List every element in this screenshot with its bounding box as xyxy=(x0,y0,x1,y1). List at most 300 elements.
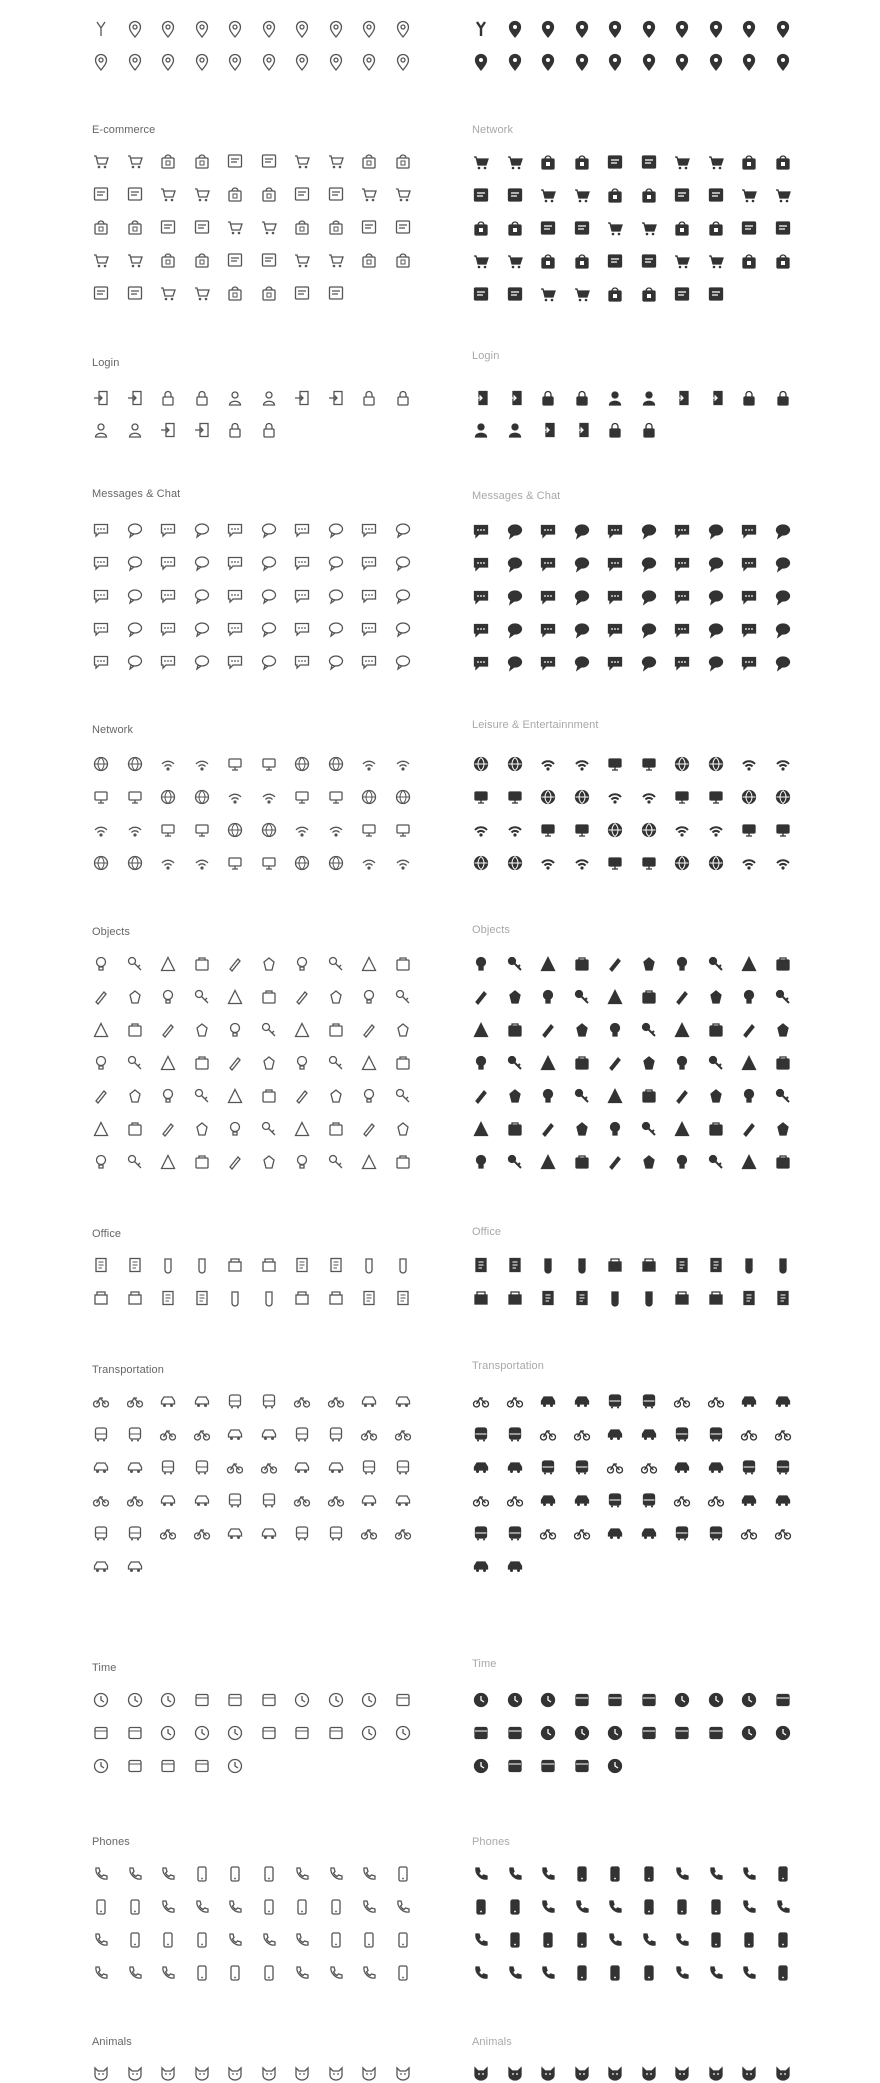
section-title: Office xyxy=(472,1226,502,1238)
login-icon xyxy=(159,421,177,439)
vehicle-icon xyxy=(327,1491,345,1509)
shopping-icon xyxy=(573,186,591,204)
clock-icon xyxy=(673,1691,691,1709)
shopping-icon xyxy=(126,251,144,269)
map-pin-icon xyxy=(472,20,490,38)
network-icon xyxy=(573,854,591,872)
clock-icon xyxy=(159,1691,177,1709)
login-icon xyxy=(640,389,658,407)
chat-bubble-icon xyxy=(606,522,624,540)
object-icon xyxy=(573,988,591,1006)
phone-icon xyxy=(606,1964,624,1982)
chat-bubble-icon xyxy=(92,554,110,572)
shopping-icon xyxy=(260,185,278,203)
object-icon xyxy=(606,1087,624,1105)
network-icon xyxy=(293,854,311,872)
shopping-icon xyxy=(159,284,177,302)
phone-icon xyxy=(159,1931,177,1949)
network-icon xyxy=(126,755,144,773)
vehicle-icon xyxy=(707,1425,725,1443)
shopping-icon xyxy=(673,153,691,171)
chat-bubble-icon xyxy=(539,522,557,540)
object-icon xyxy=(539,955,557,973)
vehicle-icon xyxy=(472,1491,490,1509)
shopping-icon xyxy=(92,284,110,302)
vehicle-icon xyxy=(606,1491,624,1509)
vehicle-icon xyxy=(126,1392,144,1410)
chat-bubble-icon xyxy=(327,554,345,572)
object-icon xyxy=(774,955,792,973)
phone-icon xyxy=(707,1931,725,1949)
shopping-icon xyxy=(360,152,378,170)
network-icon xyxy=(539,788,557,806)
clock-icon xyxy=(226,1757,244,1775)
clock-icon xyxy=(606,1691,624,1709)
phone-icon xyxy=(707,1898,725,1916)
vehicle-icon xyxy=(126,1491,144,1509)
object-icon xyxy=(260,1120,278,1138)
chat-bubble-icon xyxy=(707,621,725,639)
object-icon xyxy=(226,1153,244,1171)
phone-icon xyxy=(126,1865,144,1883)
network-icon xyxy=(774,821,792,839)
office-icon xyxy=(506,1256,524,1274)
office-icon xyxy=(193,1256,211,1274)
object-icon xyxy=(606,988,624,1006)
object-icon xyxy=(394,955,412,973)
network-icon xyxy=(92,821,110,839)
chat-bubble-icon xyxy=(394,653,412,671)
shopping-icon xyxy=(226,284,244,302)
object-icon xyxy=(193,1087,211,1105)
object-icon xyxy=(360,1021,378,1039)
map-pin-icon xyxy=(126,53,144,71)
login-icon xyxy=(573,389,591,407)
chat-bubble-icon xyxy=(673,522,691,540)
map-pin-icon xyxy=(293,20,311,38)
object-icon xyxy=(539,1120,557,1138)
phone-icon xyxy=(606,1865,624,1883)
phone-icon xyxy=(126,1931,144,1949)
map-pin-icon xyxy=(740,53,758,71)
chat-bubble-icon xyxy=(159,653,177,671)
chat-bubble-icon xyxy=(606,588,624,606)
network-icon xyxy=(293,755,311,773)
vehicle-icon xyxy=(193,1491,211,1509)
map-pin-icon xyxy=(573,20,591,38)
object-icon xyxy=(394,1120,412,1138)
clock-icon xyxy=(293,1691,311,1709)
office-icon xyxy=(226,1289,244,1307)
shopping-icon xyxy=(360,251,378,269)
chat-bubble-icon xyxy=(539,654,557,672)
animal-icon xyxy=(126,2064,144,2082)
shopping-icon xyxy=(193,218,211,236)
shopping-icon xyxy=(774,153,792,171)
object-icon xyxy=(327,1087,345,1105)
network-icon xyxy=(539,755,557,773)
shopping-icon xyxy=(260,284,278,302)
map-pin-icon xyxy=(159,53,177,71)
section-title: Phones xyxy=(472,1836,510,1848)
network-icon xyxy=(673,854,691,872)
object-icon xyxy=(327,955,345,973)
chat-bubble-icon xyxy=(293,587,311,605)
vehicle-icon xyxy=(539,1524,557,1542)
phone-icon xyxy=(193,1931,211,1949)
vehicle-icon xyxy=(740,1524,758,1542)
object-icon xyxy=(360,1120,378,1138)
object-icon xyxy=(193,1153,211,1171)
vehicle-icon xyxy=(126,1458,144,1476)
chat-bubble-icon xyxy=(360,554,378,572)
vehicle-icon xyxy=(774,1491,792,1509)
vehicle-icon xyxy=(226,1491,244,1509)
object-icon xyxy=(539,1054,557,1072)
shopping-icon xyxy=(573,252,591,270)
animal-icon xyxy=(740,2064,758,2082)
chat-bubble-icon xyxy=(740,654,758,672)
object-icon xyxy=(226,988,244,1006)
chat-bubble-icon xyxy=(126,653,144,671)
section-title: E-commerce xyxy=(92,124,156,136)
network-icon xyxy=(293,788,311,806)
vehicle-icon xyxy=(740,1491,758,1509)
object-icon xyxy=(226,1120,244,1138)
network-icon xyxy=(260,788,278,806)
vehicle-icon xyxy=(92,1524,110,1542)
shopping-icon xyxy=(539,153,557,171)
shopping-icon xyxy=(193,152,211,170)
vehicle-icon xyxy=(293,1425,311,1443)
phone-icon xyxy=(673,1964,691,1982)
map-pin-icon xyxy=(539,20,557,38)
shopping-icon xyxy=(159,251,177,269)
login-icon xyxy=(472,389,490,407)
map-pin-icon xyxy=(293,53,311,71)
shopping-icon xyxy=(707,285,725,303)
object-icon xyxy=(539,1153,557,1171)
map-pin-icon xyxy=(506,53,524,71)
login-icon xyxy=(92,389,110,407)
shopping-icon xyxy=(539,219,557,237)
clock-icon xyxy=(606,1757,624,1775)
vehicle-icon xyxy=(673,1392,691,1410)
object-icon xyxy=(573,1153,591,1171)
phone-icon xyxy=(506,1931,524,1949)
chat-bubble-icon xyxy=(193,653,211,671)
phone-icon xyxy=(640,1931,658,1949)
network-icon xyxy=(226,788,244,806)
shopping-icon xyxy=(159,218,177,236)
object-icon xyxy=(92,1054,110,1072)
shopping-icon xyxy=(774,186,792,204)
shopping-icon xyxy=(293,284,311,302)
object-icon xyxy=(394,1087,412,1105)
chat-bubble-icon xyxy=(126,587,144,605)
map-pin-icon xyxy=(193,53,211,71)
chat-bubble-icon xyxy=(92,620,110,638)
object-icon xyxy=(707,988,725,1006)
object-icon xyxy=(327,988,345,1006)
login-icon xyxy=(472,421,490,439)
vehicle-icon xyxy=(327,1425,345,1443)
clock-icon xyxy=(673,1724,691,1742)
chat-bubble-icon xyxy=(573,522,591,540)
office-icon xyxy=(159,1289,177,1307)
shopping-icon xyxy=(472,252,490,270)
network-icon xyxy=(673,755,691,773)
object-icon xyxy=(92,1120,110,1138)
object-icon xyxy=(472,988,490,1006)
shopping-icon xyxy=(394,218,412,236)
vehicle-icon xyxy=(260,1491,278,1509)
login-icon xyxy=(640,421,658,439)
office-icon xyxy=(92,1289,110,1307)
section-title: Objects xyxy=(472,924,510,936)
object-icon xyxy=(293,1021,311,1039)
vehicle-icon xyxy=(539,1425,557,1443)
object-icon xyxy=(774,1021,792,1039)
shopping-icon xyxy=(126,284,144,302)
clock-icon xyxy=(640,1724,658,1742)
phone-icon xyxy=(707,1964,725,1982)
phone-icon xyxy=(327,1964,345,1982)
vehicle-icon xyxy=(606,1458,624,1476)
object-icon xyxy=(740,1120,758,1138)
chat-bubble-icon xyxy=(740,588,758,606)
section-title: Leisure & Entertainnment xyxy=(472,719,599,731)
login-icon xyxy=(573,421,591,439)
network-icon xyxy=(506,821,524,839)
chat-bubble-icon xyxy=(506,588,524,606)
network-icon xyxy=(707,788,725,806)
login-icon xyxy=(774,389,792,407)
chat-bubble-icon xyxy=(159,521,177,539)
chat-bubble-icon xyxy=(159,554,177,572)
object-icon xyxy=(126,1120,144,1138)
vehicle-icon xyxy=(260,1392,278,1410)
animal-icon xyxy=(506,2064,524,2082)
chat-bubble-icon xyxy=(707,522,725,540)
network-icon xyxy=(193,854,211,872)
chat-bubble-icon xyxy=(472,588,490,606)
network-icon xyxy=(260,821,278,839)
chat-bubble-icon xyxy=(707,654,725,672)
network-icon xyxy=(640,821,658,839)
vehicle-icon xyxy=(226,1458,244,1476)
chat-bubble-icon xyxy=(92,653,110,671)
object-icon xyxy=(640,988,658,1006)
object-icon xyxy=(126,988,144,1006)
office-icon xyxy=(159,1256,177,1274)
phone-icon xyxy=(774,1898,792,1916)
office-icon xyxy=(226,1256,244,1274)
shopping-icon xyxy=(606,153,624,171)
phone-icon xyxy=(472,1898,490,1916)
clock-icon xyxy=(126,1757,144,1775)
chat-bubble-icon xyxy=(293,620,311,638)
shopping-icon xyxy=(506,219,524,237)
login-icon xyxy=(92,421,110,439)
map-pin-icon xyxy=(707,20,725,38)
animal-icon xyxy=(707,2064,725,2082)
clock-icon xyxy=(360,1724,378,1742)
office-icon xyxy=(193,1289,211,1307)
object-icon xyxy=(159,988,177,1006)
section-title: Objects xyxy=(92,926,130,938)
object-icon xyxy=(640,955,658,973)
phone-icon xyxy=(774,1865,792,1883)
network-icon xyxy=(673,788,691,806)
object-icon xyxy=(360,1087,378,1105)
phone-icon xyxy=(606,1898,624,1916)
chat-bubble-icon xyxy=(506,621,524,639)
network-icon xyxy=(327,821,345,839)
chat-bubble-icon xyxy=(126,620,144,638)
shopping-icon xyxy=(260,152,278,170)
office-icon xyxy=(360,1256,378,1274)
object-icon xyxy=(640,1054,658,1072)
office-icon xyxy=(740,1256,758,1274)
clock-icon xyxy=(472,1691,490,1709)
network-icon xyxy=(327,788,345,806)
vehicle-icon xyxy=(159,1491,177,1509)
chat-bubble-icon xyxy=(472,555,490,573)
object-icon xyxy=(92,1087,110,1105)
shopping-icon xyxy=(539,285,557,303)
vehicle-icon xyxy=(293,1524,311,1542)
chat-bubble-icon xyxy=(226,521,244,539)
animal-icon xyxy=(673,2064,691,2082)
chat-bubble-icon xyxy=(394,587,412,605)
shopping-icon xyxy=(506,285,524,303)
object-icon xyxy=(506,1054,524,1072)
office-icon xyxy=(673,1289,691,1307)
shopping-icon xyxy=(774,219,792,237)
chat-bubble-icon xyxy=(193,521,211,539)
clock-icon xyxy=(774,1691,792,1709)
vehicle-icon xyxy=(506,1491,524,1509)
map-pin-icon xyxy=(573,53,591,71)
object-icon xyxy=(740,955,758,973)
object-icon xyxy=(293,1153,311,1171)
chat-bubble-icon xyxy=(327,521,345,539)
office-icon xyxy=(260,1256,278,1274)
chat-bubble-icon xyxy=(360,653,378,671)
shopping-icon xyxy=(394,152,412,170)
phone-icon xyxy=(539,1964,557,1982)
section-title: Time xyxy=(472,1658,497,1670)
network-icon xyxy=(360,755,378,773)
chat-bubble-icon xyxy=(159,587,177,605)
object-icon xyxy=(159,955,177,973)
vehicle-icon xyxy=(506,1392,524,1410)
network-icon xyxy=(740,854,758,872)
map-pin-icon xyxy=(394,20,412,38)
clock-icon xyxy=(394,1691,412,1709)
chat-bubble-icon xyxy=(472,621,490,639)
network-icon xyxy=(193,755,211,773)
vehicle-icon xyxy=(226,1524,244,1542)
animal-icon xyxy=(193,2064,211,2082)
map-pin-icon xyxy=(506,20,524,38)
login-icon xyxy=(126,421,144,439)
shopping-icon xyxy=(327,185,345,203)
chat-bubble-icon xyxy=(573,654,591,672)
login-icon xyxy=(126,389,144,407)
object-icon xyxy=(193,1021,211,1039)
shopping-icon xyxy=(193,284,211,302)
object-icon xyxy=(293,988,311,1006)
phone-icon xyxy=(394,1865,412,1883)
network-icon xyxy=(327,854,345,872)
login-icon xyxy=(539,389,557,407)
chat-bubble-icon xyxy=(327,587,345,605)
office-icon xyxy=(774,1256,792,1274)
clock-icon xyxy=(126,1691,144,1709)
phone-icon xyxy=(92,1865,110,1883)
phone-icon xyxy=(159,1898,177,1916)
chat-bubble-icon xyxy=(360,521,378,539)
chat-bubble-icon xyxy=(539,555,557,573)
clock-icon xyxy=(159,1757,177,1775)
clock-icon xyxy=(260,1691,278,1709)
object-icon xyxy=(327,1054,345,1072)
shopping-icon xyxy=(606,285,624,303)
object-icon xyxy=(774,1153,792,1171)
phone-icon xyxy=(226,1964,244,1982)
vehicle-icon xyxy=(159,1392,177,1410)
network-icon xyxy=(92,854,110,872)
object-icon xyxy=(327,1120,345,1138)
network-icon xyxy=(226,755,244,773)
chat-bubble-icon xyxy=(226,653,244,671)
phone-icon xyxy=(293,1931,311,1949)
clock-icon xyxy=(539,1724,557,1742)
office-icon xyxy=(506,1289,524,1307)
shopping-icon xyxy=(573,219,591,237)
office-icon xyxy=(539,1289,557,1307)
vehicle-icon xyxy=(472,1557,490,1575)
login-icon xyxy=(193,389,211,407)
shopping-icon xyxy=(640,219,658,237)
network-icon xyxy=(92,755,110,773)
vehicle-icon xyxy=(640,1458,658,1476)
object-icon xyxy=(573,955,591,973)
chat-bubble-icon xyxy=(707,588,725,606)
office-icon xyxy=(539,1256,557,1274)
chat-bubble-icon xyxy=(774,654,792,672)
object-icon xyxy=(92,1153,110,1171)
office-icon xyxy=(472,1256,490,1274)
object-icon xyxy=(606,1120,624,1138)
object-icon xyxy=(193,988,211,1006)
network-icon xyxy=(774,854,792,872)
object-icon xyxy=(92,1021,110,1039)
vehicle-icon xyxy=(640,1425,658,1443)
office-icon xyxy=(673,1256,691,1274)
chat-bubble-icon xyxy=(327,620,345,638)
object-icon xyxy=(673,1120,691,1138)
clock-icon xyxy=(506,1757,524,1775)
chat-bubble-icon xyxy=(293,521,311,539)
chat-bubble-icon xyxy=(673,588,691,606)
vehicle-icon xyxy=(226,1425,244,1443)
vehicle-icon xyxy=(539,1392,557,1410)
vehicle-icon xyxy=(394,1491,412,1509)
section-title: Messages & Chat xyxy=(472,490,561,502)
